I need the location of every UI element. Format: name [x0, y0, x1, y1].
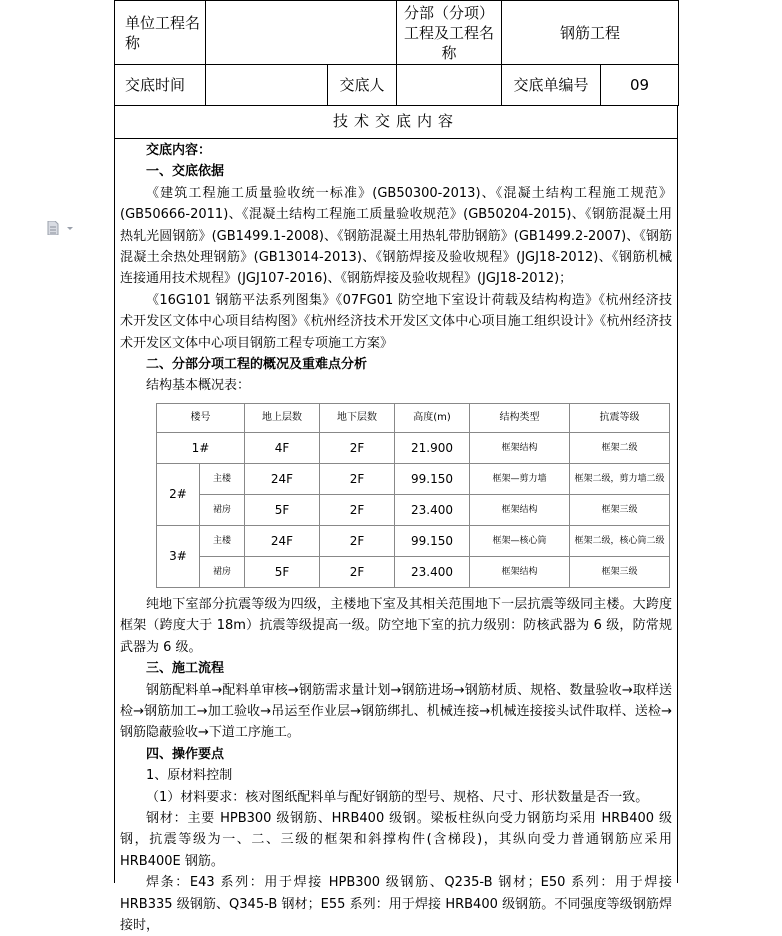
heading-operation: 四、操作要点 [146, 746, 225, 762]
cell-below: 2F [320, 463, 395, 494]
cell-above: 24F [245, 463, 320, 494]
unit-project-label: 单位工程名称 [115, 1, 206, 65]
structure-table [156, 403, 670, 588]
cell-type: 框架结构 [470, 494, 570, 525]
form-number-value[interactable]: 09 [601, 65, 679, 106]
disclosure-time-label: 交底时间 [115, 65, 206, 106]
cell-type: 框架结构 [470, 432, 570, 463]
discloser-label: 交底人 [328, 65, 397, 106]
cell-bldg: 2# [157, 463, 200, 525]
cell-above: 5F [245, 556, 320, 587]
cell-part: 主楼 [200, 525, 245, 556]
process-paragraph: 钢筋配料单→配料单审核→钢筋需求量计划→钢筋进场→钢筋材质、规格、数量验收→取样送检→钢筋加工→加工验收→吊运至作业层→钢筋绑扎、机械连接→机械连接接头试件取样、送检→钢筋隐蔽验收→下道工序施工。 [120, 682, 672, 741]
sub-project-value[interactable]: 钢筋工程 [502, 1, 679, 65]
th-grade: 抗震等级 [570, 403, 670, 432]
cell-bldg: 3# [157, 525, 200, 587]
cell-part: 裙房 [200, 556, 245, 587]
content-body [120, 140, 672, 936]
materials-paragraph-3: 焊条：E43 系列：用于焊接 HPB300 级钢筋、Q235-B 钢材；E50 系列：用于焊接 HRB335 级钢筋、Q345-B 钢材；E55 系列：用于焊接 HRB400 级钢筋。不同强度等级钢筋焊接时， [120, 875, 672, 933]
discloser-value[interactable] [397, 65, 502, 106]
cell-type: 框架—核心筒 [470, 525, 570, 556]
cell-grade: 框架二级，剪力墙二级 [570, 463, 670, 494]
cell-part: 主楼 [200, 463, 245, 494]
content-intro: 交底内容： [146, 143, 212, 158]
table-row [157, 556, 670, 587]
overview-paragraph: 纯地下室部分抗震等级为四级，主楼地下室及其相关范围地下一层抗震等级同主楼。大跨度框架（跨度大于 18m）抗震等级提高一级。防空地下室的抗力级别：防核武器为 6 级，防常规武器为 6 级。 [120, 596, 672, 655]
table-row [157, 525, 670, 556]
cell-height: 23.400 [395, 494, 470, 525]
disclosure-form [114, 0, 678, 933]
cell-type: 框架结构 [470, 556, 570, 587]
cell-height: 21.900 [395, 432, 470, 463]
th-below: 地下层数 [320, 403, 395, 432]
heading-overview: 二、分部分项工程的概况及重难点分析 [146, 357, 368, 373]
unit-project-value[interactable] [206, 1, 397, 65]
table-row [157, 432, 670, 463]
heading-basis: 一、交底依据 [146, 164, 225, 180]
th-height: 高度(m) [395, 403, 470, 432]
cell-above: 4F [245, 432, 320, 463]
cell-below: 2F [320, 556, 395, 587]
cell-above: 5F [245, 494, 320, 525]
form-number-label: 交底单编号 [502, 65, 601, 106]
cell-above: 24F [245, 525, 320, 556]
th-building: 楼号 [157, 403, 245, 432]
cell-grade: 框架二级 [570, 432, 670, 463]
cell-below: 2F [320, 432, 395, 463]
cell-height: 99.150 [395, 525, 470, 556]
th-type: 结构类型 [470, 403, 570, 432]
cell-below: 2F [320, 525, 395, 556]
section-title: 技术交底内容 [114, 105, 678, 139]
disclosure-time-value[interactable] [206, 65, 328, 106]
cell-grade: 框架二级，核心筒二级 [570, 525, 670, 556]
cell-type: 框架—剪力墙 [470, 463, 570, 494]
materials-paragraph-2: 钢材：主要 HPB300 级钢筋、HRB400 级钢。梁板柱纵向受力钢筋均采用 HRB400 级钢，抗震等级为一、二、三级的框架和斜撑构件(含梯段)，其纵向受力普通钢筋应采用 HRB400E 钢筋。 [120, 810, 672, 869]
cell-part: 裙房 [200, 494, 245, 525]
basis-paragraph-1: 《建筑工程施工质量验收统一标准》(GB50300-2013)、《混凝土结构工程施工规范》(GB50666-2011)、《混凝土结构工程施工质量验收规范》(GB50204-2015)、《钢筋混凝土用热轧光圆钢筋》(GB1499.1-2008)、《钢筋混凝土用热轧带肋钢筋》(GB1499.2-2007)、《钢筋混凝土余热处理钢筋》(GB13014-2013)、《钢筋焊接及验收规程》(JGJ18-2012)、《钢筋机械连接通用技术规程》(JGJ107-2016)、《钢筋焊接及验收规程》(JGJ18-2012)； [120, 185, 672, 287]
basis-paragraph-2: 《16G101 钢筋平法系列图集》《07FG01 防空地下室设计荷载及结构构造》《杭州经济技术开发区文体中心项目结构图》《杭州经济技术开发区文体中心项目施工组织设计》《杭州经济技术开发区文体中心项目钢筋工程专项施工方案》 [120, 292, 672, 351]
table-row [157, 494, 670, 525]
subheading-materials: 1、原材料控制 [146, 768, 233, 784]
table-row [157, 463, 670, 494]
cell-bldg: 1# [157, 432, 245, 463]
th-above: 地上层数 [245, 403, 320, 432]
sub-project-label: 分部（分项）工程及工程名称 [397, 1, 502, 65]
table-caption: 结构基本概况表： [146, 378, 251, 394]
cell-below: 2F [320, 494, 395, 525]
cell-height: 99.150 [395, 463, 470, 494]
heading-process: 三、施工流程 [146, 661, 225, 677]
cell-grade: 框架三级 [570, 494, 670, 525]
cell-grade: 框架三级 [570, 556, 670, 587]
document-dropdown-icon[interactable] [47, 221, 73, 235]
materials-paragraph-1: （1）材料要求：核对图纸配料单与配好钢筋的型号、规格、尺寸、形状数量是否一致。 [146, 789, 649, 805]
cell-height: 23.400 [395, 556, 470, 587]
form-header-table [114, 0, 679, 106]
